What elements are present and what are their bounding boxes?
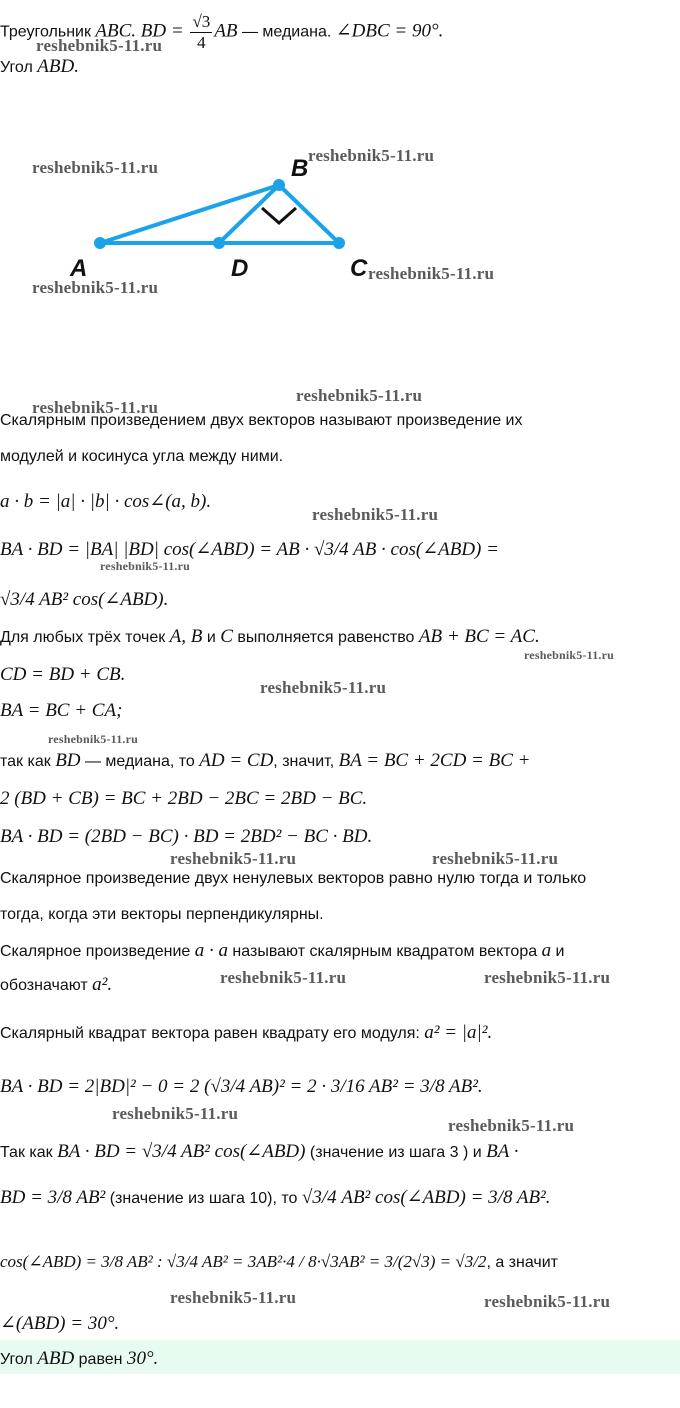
watermark: reshebnik5-11.ru [220,968,347,987]
rule-line: Для любых трёх точек A, B и C выполняется равенство AB + BC = AC. [0,626,540,647]
point-d [213,237,225,249]
watermark: reshebnik5-11.ru [32,398,159,417]
definition-line: обозначают a². [0,974,113,995]
equation: BA · BD = |BA| |BD| cos(∠ABD) = AB · √3/4 AB · cos(∠ABD) = [0,539,499,560]
definition-line: модулей и косинуса угла между ними. [0,448,284,465]
watermark: reshebnik5-11.ru [312,505,439,524]
equation: BA · BD = (2BD − BC) · BD = 2BD² − BC · BD. [0,826,373,847]
watermark: reshebnik5-11.ru [100,559,190,573]
since-line: BD = 3/8 AB² (значение из шага 10), то √3/4 AB² cos(∠ABD) = 3/8 AB². [0,1187,551,1208]
right-angle-mark [262,208,296,223]
watermark: reshebnik5-11.ru [32,278,159,297]
watermark: reshebnik5-11.ru [432,849,559,868]
watermark: reshebnik5-11.ru [36,36,163,55]
point-c [333,237,345,249]
watermark: reshebnik5-11.ru [296,386,423,405]
watermark: reshebnik5-11.ru [368,264,495,283]
definition-line: Скалярным произведением двух векторов называют произведение их [0,412,523,429]
equation: √3/4 AB² cos(∠ABD). [0,589,169,610]
label-d: D [231,255,249,282]
watermark: reshebnik5-11.ru [484,968,611,987]
fraction: $\frac{√3}{4}$ [192,12,211,52]
watermark: reshebnik5-11.ru [308,146,435,165]
equation: a · b = |a| · |b| · cos∠(a, b). [0,491,212,512]
watermark: reshebnik5-11.ru [484,1292,611,1311]
equation: 2 (BD + CB) = BC + 2BD − 2BC = 2BD − BC. [0,788,368,809]
watermark: reshebnik5-11.ru [170,849,297,868]
label-b: B [291,155,309,182]
point-b [273,179,285,191]
watermark: reshebnik5-11.ru [524,648,614,662]
label-a: A [70,255,88,282]
triangle-lines [100,185,339,243]
answer-box [0,1340,680,1374]
watermark: reshebnik5-11.ru [112,1104,239,1123]
watermark: reshebnik5-11.ru [48,732,138,746]
side-ab [100,185,279,243]
definition-line: Скалярный квадрат вектора равен квадрату его модуля: a² = |a|². [0,1022,493,1043]
label-c: C [350,255,368,282]
watermark: reshebnik5-11.ru [32,158,159,177]
answer-text: Угол ABD равен 30°. [0,1348,159,1369]
problem-line-1: Треугольник ABC. BD = $\frac{√3}{4}$ AB — медиана. ∠DBC = 90°. [0,12,444,52]
equation: ∠(ABD) = 30°. [0,1313,120,1334]
point-a [94,237,106,249]
definition-line: Скалярное произведение двух ненулевых векторов равно нулю тогда и только [0,870,587,887]
cos-line: cos(∠ABD) = 3/8 AB² : √3/4 AB² = 3AB²·4 / 8·√3AB² = 3/(2√3) = √3/2, а значит [0,1252,558,1271]
watermark: reshebnik5-11.ru [260,678,387,697]
since-line: Так как BA · BD = √3/4 AB² cos(∠ABD) (значение из шага 3 ) и BA · [0,1141,519,1162]
equation: BA = BC + CA; [0,700,123,721]
equation: CD = BD + CB. [0,664,126,685]
definition-line: Скалярное произведение a · a называют скалярным квадратом вектора a и [0,940,565,961]
median-line: так как BD — медиана, то AD = CD, значит, BA = BC + 2CD = BC + [0,750,531,771]
definition-line: тогда, когда эти векторы перпендикулярны. [0,906,324,923]
equation: BA · BD = 2|BD|² − 0 = 2 (√3/4 AB)² = 2 · 3/16 AB² = 3/8 AB². [0,1076,483,1097]
watermark: reshebnik5-11.ru [170,1288,297,1307]
watermark: reshebnik5-11.ru [448,1116,575,1135]
problem-line-2: Угол ABD. [0,56,79,77]
